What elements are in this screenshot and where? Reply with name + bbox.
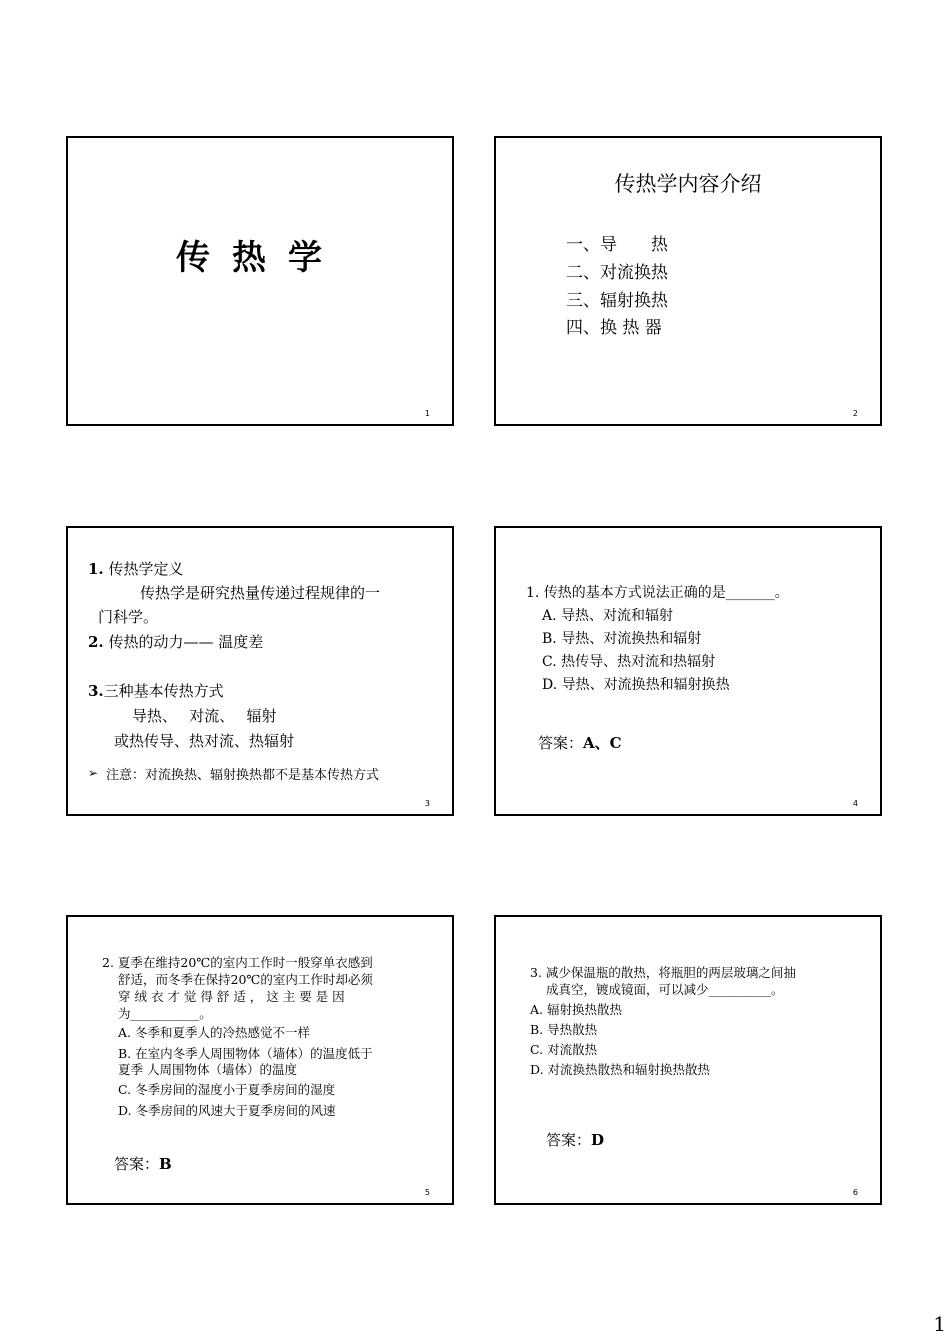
option-d: D. 冬季房间的风速大于夏季房间的风速 <box>118 1103 336 1118</box>
option-a: A. 导热、对流和辐射 <box>542 608 674 624</box>
slide-5 <box>66 915 454 1205</box>
slide-title: 传热学 <box>176 238 344 278</box>
option-d: D. 导热、对流换热和辐射换热 <box>542 677 730 693</box>
bullet-icon: ➢ <box>88 766 99 780</box>
toc-item: 一、导 热 <box>566 235 668 255</box>
question-line: 为___________。 <box>118 1006 212 1021</box>
question-line: 2. 夏季在维持20℃的室内工作时一般穿单衣感到 <box>102 955 373 970</box>
list-number: 2. <box>88 633 104 651</box>
list-text: 传热学定义 <box>103 560 184 578</box>
answer-line <box>114 1153 172 1174</box>
question-text: 1. 传热的基本方式说法正确的是_______。 <box>526 585 789 601</box>
text-line: 传热学是研究热量传递过程规律的一 <box>140 584 381 602</box>
slide-number: 6 <box>852 1188 858 1197</box>
text-line <box>88 631 263 652</box>
question-line: 成真空，镀成镜面，可以减少__________。 <box>546 982 784 997</box>
text-line <box>88 558 183 579</box>
page-number: 1 <box>933 1312 946 1336</box>
question-line: 穿 绒 衣 才 觉 得 舒 适 ， 这 主 要 是 因 <box>118 989 345 1004</box>
toc-item: 二、对流换热 <box>566 263 668 283</box>
question-line: 舒适，而冬季在保持20℃的室内工作时却必须 <box>118 972 373 987</box>
list-number: 3. <box>88 682 104 700</box>
slide-1 <box>66 136 454 426</box>
answer-line <box>546 1129 604 1150</box>
option-a: A. 冬季和夏季人的冷热感觉不一样 <box>118 1025 310 1040</box>
slide-title: 传热学内容介绍 <box>614 172 762 196</box>
text-line: 导热、 对流、 辐射 <box>132 707 277 725</box>
list-number: 1. <box>88 560 104 578</box>
slide-2 <box>494 136 882 426</box>
slide-number: 5 <box>424 1188 430 1197</box>
option-c: C. 热传导、热对流和热辐射 <box>542 654 716 670</box>
toc-item: 三、辐射换热 <box>566 291 668 311</box>
option-c: C. 冬季房间的湿度小于夏季房间的湿度 <box>118 1082 336 1097</box>
option-c: C. 对流散热 <box>530 1042 598 1057</box>
slide-number: 4 <box>852 799 858 808</box>
slide-number: 1 <box>424 409 430 418</box>
slide-6 <box>494 915 882 1205</box>
option-b: B. 导热、对流换热和辐射 <box>542 631 702 647</box>
option-a: A. 辐射换热散热 <box>530 1002 622 1017</box>
answer-value: D <box>591 1131 605 1149</box>
answer-label: 答案： <box>114 1155 160 1173</box>
option-b-cont: 夏季 人周围物体（墙体）的温度 <box>118 1062 297 1077</box>
option-b: B. 在室内冬季人周围物体（墙体）的温度低于 <box>118 1046 373 1061</box>
slide-number: 2 <box>852 409 858 418</box>
text-line: 门科学。 <box>98 608 159 626</box>
note-text: 注意：对流换热、辐射换热都不是基本传热方式 <box>106 768 380 783</box>
answer-value: B <box>159 1155 172 1173</box>
toc-item: 四、换 热 器 <box>566 318 662 338</box>
text-line: 或热传导、热对流、热辐射 <box>114 732 295 750</box>
text-line <box>88 680 224 701</box>
option-b: B. 导热散热 <box>530 1022 598 1037</box>
answer-label: 答案： <box>538 734 584 752</box>
slide-3 <box>66 526 454 816</box>
list-text: 传热的动力—— 温度差 <box>103 633 264 651</box>
list-text: 三种基本传热方式 <box>103 682 224 700</box>
answer-line <box>538 732 622 753</box>
slide-4 <box>494 526 882 816</box>
option-d: D. 对流换热散热和辐射换热散热 <box>530 1062 711 1077</box>
question-line: 3. 减少保温瓶的散热，将瓶胆的两层玻璃之间抽 <box>530 965 796 980</box>
slide-number: 3 <box>424 799 430 808</box>
answer-value: A、C <box>583 734 622 752</box>
answer-label: 答案： <box>546 1131 592 1149</box>
